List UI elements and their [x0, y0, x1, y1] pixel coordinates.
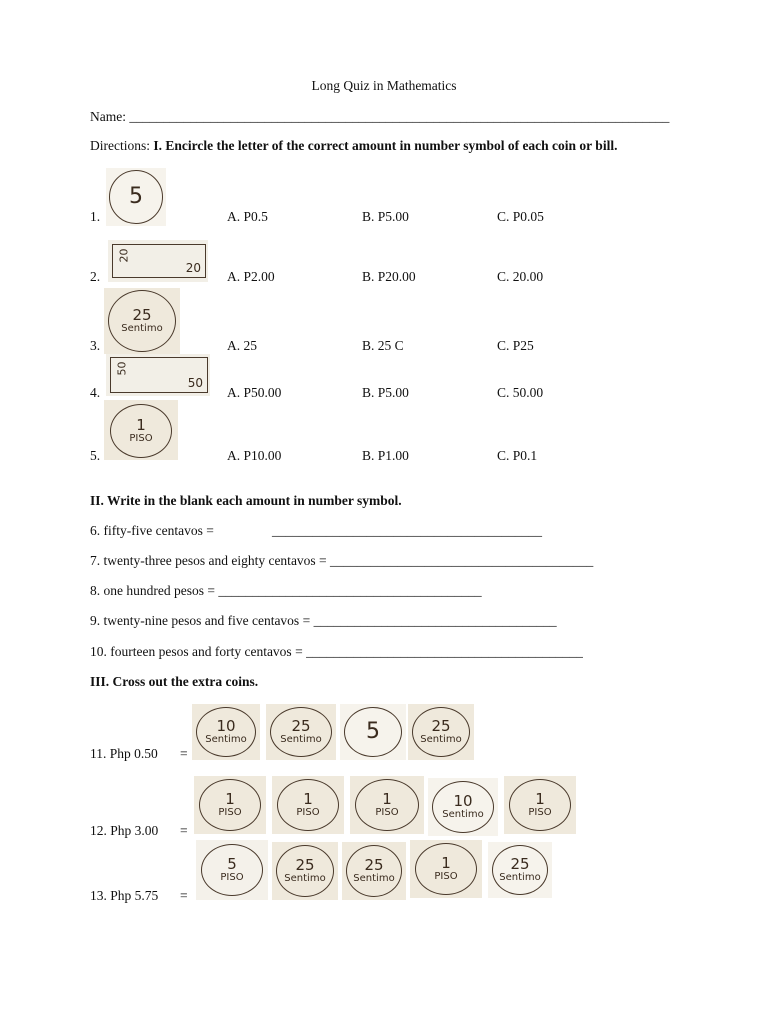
- question-prompt: 8. one hundred pesos =: [90, 583, 219, 598]
- coin-photo[interactable]: [196, 840, 268, 900]
- coin-image: [104, 288, 180, 354]
- coin-photo[interactable]: [428, 778, 498, 836]
- part2-heading: II. Write in the blank each amount in number symbol.: [90, 493, 402, 508]
- answer-blank-6[interactable]: ________________________________________: [272, 523, 542, 538]
- coin-25-sentimo-icon: 25 Sentimo: [492, 845, 548, 895]
- question-prompt: 7. twenty-three pesos and eighty centavos =: [90, 553, 331, 568]
- coin-photo[interactable]: [350, 776, 424, 834]
- bill-image: [106, 354, 210, 396]
- directions: [90, 138, 617, 154]
- coin-photo[interactable]: [342, 842, 406, 900]
- part3-question-12-label: 12. Php 3.00: [90, 823, 159, 838]
- coin-photo[interactable]: [410, 840, 482, 898]
- choice-c[interactable]: C. 50.00: [497, 385, 544, 400]
- coin-25-sentimo-icon: 25 Sentimo: [276, 845, 334, 897]
- coin-image: [104, 400, 178, 460]
- answer-blank-10[interactable]: _________________________________________: [306, 644, 583, 659]
- directions-prefix: Directions:: [90, 138, 154, 153]
- choice-a[interactable]: A. 25: [227, 338, 257, 353]
- choice-a[interactable]: A. P50.00: [227, 385, 282, 400]
- coin-25-sentimo-icon: 25 Sentimo: [412, 707, 470, 757]
- coin-5-piso-icon: 5 PISO: [201, 844, 263, 896]
- choice-c[interactable]: C. P0.1: [497, 448, 538, 463]
- coin-photo[interactable]: [504, 776, 576, 834]
- coin-photo[interactable]: [192, 704, 260, 760]
- part3-question-11-label: 11. Php 0.50: [90, 746, 158, 761]
- question-prompt: 9. twenty-nine pesos and five centavos =: [90, 613, 314, 628]
- coin-1-piso-icon: 1 PISO: [355, 779, 419, 831]
- coin-10-sentimo-icon: 10 Sentimo: [432, 781, 494, 833]
- part3-question-13-label: 13. Php 5.75: [90, 888, 159, 903]
- question-number: 4.: [90, 385, 101, 400]
- coin-photo[interactable]: [488, 842, 552, 898]
- answer-blank-7[interactable]: _______________________________________: [330, 553, 594, 568]
- coin-photo[interactable]: [194, 776, 266, 834]
- bill-50-icon: 50 50: [110, 357, 208, 393]
- choice-b[interactable]: B. P20.00: [362, 269, 416, 284]
- coin-photo[interactable]: [408, 704, 474, 760]
- coin-image: [106, 168, 166, 226]
- coin-10-sentimo-icon: 10 Sentimo: [196, 707, 256, 757]
- question-prompt: 6. fifty-five centavos =: [90, 523, 214, 538]
- name-field[interactable]: Name: ________________________________________________________________________________: [90, 109, 670, 124]
- page-title: Long Quiz in Mathematics: [311, 78, 457, 93]
- choice-a[interactable]: A. P0.5: [227, 209, 268, 224]
- coin-25-sentimo-icon: 25 Sentimo: [346, 845, 402, 897]
- choice-a[interactable]: A. P10.00: [227, 448, 282, 463]
- question-number: 5.: [90, 448, 101, 463]
- coin-photo[interactable]: [340, 704, 406, 760]
- part2-question-7: [90, 553, 593, 569]
- part3-heading: III. Cross out the extra coins.: [90, 674, 259, 689]
- coin-5-icon: 5: [344, 707, 402, 757]
- question-prompt: 10. fourteen pesos and forty centavos =: [90, 644, 307, 659]
- part2-question-10: [90, 644, 583, 660]
- choice-b[interactable]: B. P5.00: [362, 209, 409, 224]
- part2-question-9: [90, 613, 557, 629]
- answer-blank-8[interactable]: _______________________________________: [218, 583, 482, 598]
- question-number: 3.: [90, 338, 101, 353]
- coin-25-sentimo-icon: 25 Sentimo: [108, 290, 176, 352]
- choice-b[interactable]: B. P5.00: [362, 385, 409, 400]
- coin-photo[interactable]: [272, 842, 338, 900]
- coin-photo[interactable]: [272, 776, 344, 834]
- coin-1-piso-icon: 1 PISO: [277, 779, 339, 831]
- equals-sign: =: [180, 823, 188, 838]
- coin-1-piso-icon: 1 PISO: [199, 779, 261, 831]
- part2-question-8: [90, 583, 482, 599]
- bill-image: [108, 240, 208, 282]
- choice-b[interactable]: B. 25 C: [362, 338, 404, 353]
- answer-blank-9[interactable]: ____________________________________: [313, 613, 557, 628]
- choice-c[interactable]: C. P0.05: [497, 209, 544, 224]
- coin-25-sentimo-icon: 25 Sentimo: [270, 707, 332, 757]
- choice-c[interactable]: C. 20.00: [497, 269, 544, 284]
- equals-sign: =: [180, 746, 188, 761]
- part2-question-6: [90, 523, 214, 539]
- bill-20-icon: 20 20: [112, 244, 206, 278]
- question-number: 1.: [90, 209, 101, 224]
- directions-text: I. Encircle the letter of the correct amount in number symbol of each coin or bill.: [153, 138, 618, 153]
- coin-1-piso-icon: 1 PISO: [110, 404, 172, 458]
- question-number: 2.: [90, 269, 101, 284]
- equals-sign: =: [180, 888, 188, 903]
- coin-5-icon: 5: [109, 170, 163, 224]
- coin-photo[interactable]: [266, 704, 336, 760]
- coin-1-piso-icon: 1 PISO: [415, 843, 477, 895]
- choice-c[interactable]: C. P25: [497, 338, 534, 353]
- choice-b[interactable]: B. P1.00: [362, 448, 409, 463]
- coin-1-piso-icon: 1 PISO: [509, 779, 571, 831]
- choice-a[interactable]: A. P2.00: [227, 269, 275, 284]
